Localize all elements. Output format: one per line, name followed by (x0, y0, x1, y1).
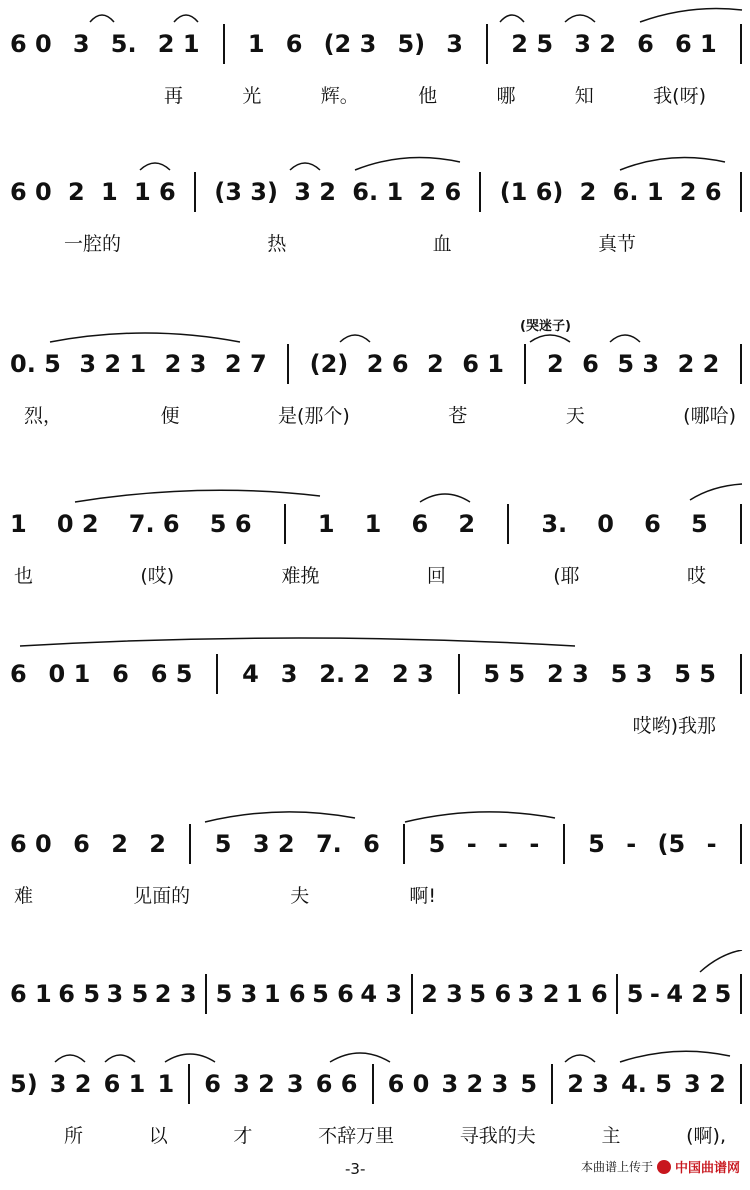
notation-token: 6 (112, 660, 129, 688)
notation-token: 3 2 (233, 1070, 275, 1098)
lyric-text: 夫 (290, 885, 310, 907)
notation-token: 3 (72, 30, 90, 58)
qupai-label: (哭迷子) (520, 319, 571, 334)
notation-line (8, 344, 746, 384)
lyric-text: 啊! (409, 885, 436, 907)
notation-token: 5 6 (469, 980, 512, 1008)
notation-token: 5 3 (215, 980, 258, 1008)
lyric-text: 苍 (448, 405, 468, 427)
barline (740, 824, 742, 864)
notation-token: (3 3) (214, 178, 278, 206)
lyric-text: 我(呀) (653, 85, 706, 107)
notation-token: 2 (458, 510, 476, 538)
notation-token: 7. 6 (128, 510, 180, 538)
notation-token: 1 (10, 510, 27, 538)
lyrics-line (14, 230, 736, 258)
notation-token: 6 1 (462, 350, 504, 378)
notation-token: 0 1 (48, 660, 91, 688)
notation-token: 2 6 (679, 178, 722, 206)
notation-token: 1 6 (565, 980, 608, 1008)
lyrics-line (14, 402, 736, 430)
barline (486, 24, 488, 64)
notation-token: - (529, 830, 540, 858)
notation-token: 3 (280, 660, 298, 688)
notation-token: 1 6 (133, 178, 176, 206)
notation-token: 6 (363, 830, 380, 858)
lyric-text: 便 (160, 405, 180, 427)
lyric-text: 见面的 (133, 885, 191, 907)
barline (403, 824, 405, 864)
notation-token: - (466, 830, 477, 858)
notation-token: 4. 5 (621, 1070, 672, 1098)
barline (223, 24, 225, 64)
notation-token: 2 6 (366, 350, 409, 378)
lyric-text: 所 (64, 1125, 84, 1147)
notation-token: 5 6 (209, 510, 252, 538)
notation-token: 2 2 (677, 350, 720, 378)
barline (551, 1064, 553, 1104)
lyric-text: 烈， (24, 405, 63, 427)
notation-token: 4 2 (666, 980, 709, 1008)
notation-token: 6. 1 (352, 178, 404, 206)
notation-token: - (649, 980, 660, 1008)
notation-token: 3 2 (684, 1070, 726, 1098)
notation-token: 5 3 (617, 350, 660, 378)
notation-token: 6 (411, 510, 429, 538)
notation-line (8, 172, 746, 212)
barline (740, 504, 742, 544)
notation-token: 4 (242, 660, 259, 688)
notation-token: - (626, 830, 637, 858)
lyric-text: (哪哈) (683, 405, 736, 427)
lyric-text: 热 (267, 233, 287, 255)
notation-token: 1 (247, 30, 265, 58)
lyric-text: 再 (164, 85, 184, 107)
notation-token: 0. 5 (10, 350, 61, 378)
notation-token: 3 2 (252, 830, 295, 858)
notation-token: 6 6 (315, 1070, 358, 1098)
notation-token: 6 0 (387, 1070, 430, 1098)
notation-line (8, 824, 746, 864)
barline (740, 344, 742, 384)
notation-token: 2 3 (154, 980, 197, 1008)
lyric-text: 天 (565, 405, 585, 427)
lyric-text: 哎哟)我那 (632, 715, 716, 737)
lyrics-line (14, 562, 736, 590)
notation-token: (1 6) (499, 178, 564, 206)
barline (507, 504, 509, 544)
notation-token: 6 (644, 510, 661, 538)
notation-token: 1 (101, 178, 118, 206)
notation-token: 6 0 (10, 178, 52, 206)
lyric-text: 寻我的夫 (459, 1125, 536, 1147)
notation-token: 1 (364, 510, 382, 538)
site-logo-icon (657, 1160, 671, 1174)
lyric-text: 他 (418, 85, 438, 107)
lyric-text: 哎 (686, 565, 706, 587)
notation-token: 6 5 (150, 660, 193, 688)
notation-token: 5 6 (312, 980, 354, 1008)
barline (740, 974, 742, 1014)
lyric-text: (耶 (553, 565, 580, 587)
notation-token: - (706, 830, 717, 858)
barline (740, 1064, 742, 1104)
notation-token: 6 5 (58, 980, 101, 1008)
notation-token: 5) (10, 1070, 38, 1098)
barline (216, 654, 218, 694)
notation-token: 2. 2 (319, 660, 371, 688)
barline (372, 1064, 374, 1104)
notation-token: 2 6 (419, 178, 462, 206)
score-system (0, 148, 750, 298)
notation-token: 3 5 (106, 980, 149, 1008)
notation-token: 3 2 (574, 30, 616, 58)
barline (479, 172, 481, 212)
notation-token: 5 (428, 830, 446, 858)
lyric-text: 主 (601, 1125, 621, 1147)
score-system (0, 320, 750, 470)
lyric-text: 才 (233, 1125, 253, 1147)
lyrics-line (14, 712, 736, 740)
lyrics-line (14, 1122, 736, 1150)
lyric-text: 一腔的 (64, 233, 122, 255)
notation-token: 7. (315, 830, 342, 858)
notation-token: 6 (73, 830, 90, 858)
barline (205, 974, 207, 1014)
notation-token: 5 5 (483, 660, 526, 688)
notation-token: 5 (588, 830, 605, 858)
notation-token: 4 3 (360, 980, 403, 1008)
lyric-text: 以 (148, 1125, 168, 1147)
notation-token: 6. 1 (612, 178, 664, 206)
notation-token: 2 3 (547, 660, 589, 688)
notation-token: 3 2 1 (79, 350, 147, 378)
notation-token: 6 (637, 30, 654, 58)
notation-token: 0 (597, 510, 614, 538)
notation-line (8, 654, 746, 694)
barline (188, 1064, 190, 1104)
lyric-text: 难 (14, 885, 34, 907)
lyric-text: 辉。 (320, 85, 359, 107)
notation-token: 2 (111, 830, 128, 858)
barline (411, 974, 413, 1014)
score-system (0, 800, 750, 950)
notation-token: 5) (397, 30, 426, 58)
notation-token: (5 (657, 830, 686, 858)
notation-token: 3 2 (517, 980, 560, 1008)
lyric-text: 难挽 (281, 565, 320, 587)
notation-token: 6 1 (10, 980, 52, 1008)
notation-token: 1 (157, 1070, 175, 1098)
lyric-text: 哪 (496, 85, 516, 107)
notation-token: 6 0 (10, 30, 52, 58)
lyric-text: 回 (426, 565, 446, 587)
notation-token: 2 (579, 178, 597, 206)
notation-token: 6 (582, 350, 599, 378)
notation-token: 2 3 (421, 980, 463, 1008)
site-name-link[interactable]: 中国曲谱网 (674, 1161, 740, 1176)
notation-token: 5 (626, 980, 644, 1008)
notation-token: 2 (546, 350, 564, 378)
lyric-text: (哎) (140, 565, 175, 587)
notation-token: 5. (110, 30, 137, 58)
notation-token: 3 2 (294, 178, 336, 206)
barline (458, 654, 460, 694)
notation-token: 3. (541, 510, 568, 538)
barline (740, 172, 742, 212)
notation-line (8, 974, 746, 1014)
score-system (0, 630, 750, 780)
notation-line (8, 504, 746, 544)
lyric-text: 光 (242, 85, 262, 107)
notation-token: 6 0 (10, 830, 52, 858)
barline (189, 824, 191, 864)
notation-token: 6 (204, 1070, 221, 1098)
notation-token: 2 3 (164, 350, 207, 378)
notation-token: 2 (427, 350, 444, 378)
lyric-text: 知 (574, 85, 594, 107)
barline (740, 654, 742, 694)
notation-token: 5 (690, 510, 708, 538)
site-footer (581, 1157, 740, 1176)
lyrics-line (14, 882, 736, 910)
notation-token: 1 (317, 510, 335, 538)
barline (740, 24, 742, 64)
notation-token: 6 (285, 30, 303, 58)
lyric-text: 是(那个) (277, 405, 350, 427)
notation-token: 5 (520, 1070, 538, 1098)
notation-token: 6 1 (675, 30, 717, 58)
notation-token: 6 1 (103, 1070, 146, 1098)
lyric-text: 不辞万里 (318, 1125, 395, 1147)
lyric-text: 真节 (597, 233, 636, 255)
barline (284, 504, 286, 544)
upload-text: 本曲谱上传于 (580, 1160, 653, 1174)
notation-token: 2 (149, 830, 166, 858)
page-number: -3- (345, 1160, 366, 1178)
lyrics-line (14, 82, 736, 110)
barline (194, 172, 196, 212)
notation-token: 1 6 (263, 980, 306, 1008)
notation-token: 0 2 (56, 510, 99, 538)
notation-token: 2 1 (157, 30, 200, 58)
notation-token: (2 3 (323, 30, 377, 58)
score-system (0, 0, 750, 150)
notation-line (8, 24, 746, 64)
notation-token: 3 (446, 30, 463, 58)
barline (524, 344, 526, 384)
barline (287, 344, 289, 384)
notation-token: 5 (714, 980, 732, 1008)
barline (616, 974, 618, 1014)
score-system (0, 480, 750, 630)
notation-token: - (498, 830, 509, 858)
notation-token: 3 2 (49, 1070, 92, 1098)
notation-token: 3 2 3 (441, 1070, 509, 1098)
notation-token: 2 3 (391, 660, 434, 688)
notation-line (8, 1064, 746, 1104)
notation-token: 2 3 (567, 1070, 609, 1098)
notation-token: 6 (10, 660, 27, 688)
notation-token: 3 (286, 1070, 304, 1098)
notation-token: 5 3 (610, 660, 653, 688)
notation-token: 5 (214, 830, 232, 858)
barline (563, 824, 565, 864)
notation-token: 2 5 (511, 30, 554, 58)
lyric-text: 血 (432, 233, 452, 255)
notation-token: (2) (309, 350, 349, 378)
lyric-text: (啊), (686, 1125, 726, 1147)
notation-token: 2 7 (224, 350, 267, 378)
lyric-text: 也 (14, 565, 34, 587)
notation-token: 5 5 (674, 660, 717, 688)
notation-token: 2 (68, 178, 85, 206)
